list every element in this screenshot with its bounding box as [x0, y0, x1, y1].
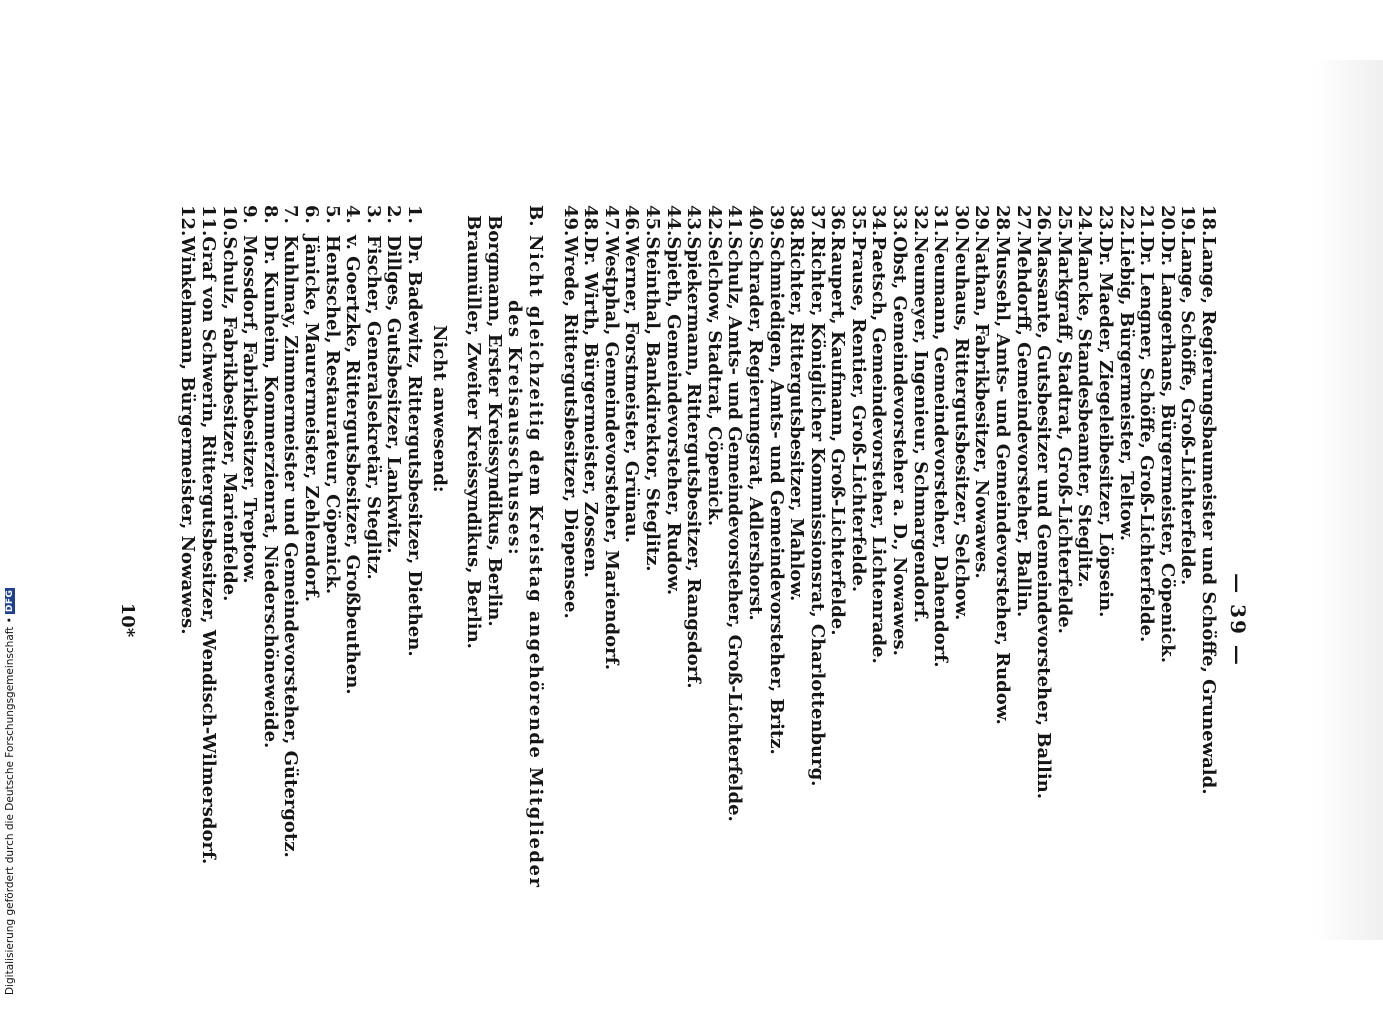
item-number: 41.	[724, 205, 746, 237]
scan-edge-shading	[1313, 60, 1383, 940]
item-text: Schulz, Amts- und Gemeindevorsteher, Groß-Lichterfelde.	[724, 236, 746, 822]
item-text: Jänicke, Maurermeister, Zehlendorf.	[301, 235, 323, 603]
absent-list	[177, 205, 424, 1035]
item-number: 10.	[218, 205, 240, 237]
member-entry	[827, 205, 848, 1035]
item-text: Dr. Lengner, Schöffe, Groß-Lichterfelde.	[1136, 236, 1158, 643]
absent-entry	[403, 205, 424, 1035]
item-number: 49.	[559, 205, 581, 237]
member-entry	[1136, 205, 1157, 1035]
absent-entry	[383, 205, 404, 1035]
item-text: Mancke, Standesbeamter, Steglitz.	[1074, 236, 1096, 588]
absent-entry	[177, 205, 198, 1035]
item-number: 37.	[806, 205, 828, 237]
item-number: 24.	[1074, 205, 1096, 237]
item-text: Lange, Regierungsbaumeister und Schöffe, Grunewald.	[1198, 236, 1219, 795]
absent-entry	[259, 205, 280, 1035]
member-entry	[1115, 205, 1136, 1035]
item-number: 6.	[301, 205, 323, 224]
member-entry	[662, 205, 683, 1035]
item-number: 12.	[177, 205, 199, 237]
member-entry	[806, 205, 827, 1035]
member-entry	[1012, 205, 1033, 1035]
item-text: Graf von Schwerin, Rittergutsbesitzer, Wendisch-Wilmersdorf.	[198, 236, 220, 865]
member-entry	[1033, 205, 1054, 1035]
member-entry	[1177, 205, 1198, 1035]
item-text: Dr. Wirth, Bürgermeister, Zossen.	[580, 236, 602, 578]
item-text: Massante, Gutsbesitzer und Gemeindevorsteher, Ballin.	[1033, 236, 1055, 800]
absent-entry	[321, 205, 342, 1035]
item-text: Neumeyer, Ingenieur, Schmargendorf.	[909, 236, 931, 623]
item-number: 47.	[600, 205, 622, 237]
item-text: Schmiedigen, Amts- und Gemeindevorsteher, Britz.	[765, 236, 787, 755]
member-entry	[1156, 205, 1177, 1035]
item-number: 25.	[1053, 205, 1075, 237]
item-text: Dr. Badewitz, Rittergutsbesitzer, Diethen.	[404, 235, 426, 657]
item-text: Dr. Maeder, Ziegeleibesitzer, Löpsein.	[1095, 236, 1117, 618]
member-entry	[889, 205, 910, 1035]
item-number: 31.	[930, 205, 952, 237]
item-number: 20.	[1156, 205, 1178, 237]
absent-entry	[198, 205, 219, 1035]
item-number: 38.	[786, 205, 808, 237]
section-b-heading	[504, 205, 545, 1035]
item-text: Mehdorff, Gemeindevorsteher, Ballin.	[1012, 236, 1034, 618]
section-title-line1: Nicht gleichzeitig dem Kreistag angehörende Mitglieder	[525, 235, 546, 889]
member-entry	[971, 205, 992, 1035]
item-number: 26.	[1033, 205, 1055, 237]
official-line-2: Braumüller, Zweiter Kreissyndikus, Berlin.	[463, 215, 485, 649]
section-title-line2: des Kreisausschusses:	[504, 300, 526, 557]
official-line-1: Borgmann, Erster Kreissyndikus, Berlin.	[483, 215, 505, 627]
item-text: Selchow, Stadtrat, Cöpenick.	[703, 236, 725, 527]
item-number: 18.	[1198, 205, 1219, 237]
item-number: 40.	[744, 205, 766, 237]
section-letter: B.	[525, 205, 546, 227]
item-text: Prause, Rentier, Groß-Lichterfelde.	[847, 236, 869, 593]
page-number: — 39 —	[1226, 573, 1250, 667]
member-entry	[950, 205, 971, 1035]
item-text: Obst, Gemeindevorsteher a. D., Nowawes.	[889, 236, 911, 656]
absent-entry	[342, 205, 363, 1035]
member-entry	[703, 205, 724, 1035]
item-number: 29.	[971, 205, 993, 237]
item-number: 39.	[765, 205, 787, 237]
item-number: 7.	[280, 205, 302, 224]
member-list	[559, 205, 1218, 1035]
absent-entry	[362, 205, 383, 1035]
member-entry	[930, 205, 951, 1035]
signature-mark: 10*	[116, 602, 138, 638]
item-text: Lange, Schöffe, Groß-Lichterfelde.	[1177, 236, 1199, 586]
item-text: Liebig, Bürgermeister, Teltow.	[1115, 236, 1137, 541]
item-text: Hentschel, Restaurateur, Cöpenick.	[321, 235, 343, 595]
item-number: 28.	[992, 205, 1014, 237]
item-number: 43.	[683, 205, 705, 237]
item-number: 3.	[362, 205, 384, 224]
item-text: Spiekermann, Rittergutsbesitzer, Rangsdorf.	[683, 236, 705, 689]
item-number: 19.	[1177, 205, 1199, 237]
item-number: 46.	[621, 205, 643, 237]
absent-entry	[280, 205, 301, 1035]
dfg-logo: DFG	[5, 589, 15, 613]
item-text: Raupert, Kaufmann, Groß-Lichterfelde.	[827, 236, 849, 636]
member-entry	[786, 205, 807, 1035]
item-number: 2.	[383, 205, 405, 224]
item-text: Schulz, Fabrikbesitzer, Marienfelde.	[218, 236, 240, 602]
item-number: 48.	[580, 205, 602, 237]
item-number: 36.	[827, 205, 849, 237]
item-number: 33.	[889, 205, 911, 237]
item-text: Schrader, Regierungsrat, Adlershorst.	[744, 236, 766, 621]
item-number: 44.	[662, 205, 684, 237]
item-text: Dillges, Gutsbesitzer, Lankwitz.	[383, 235, 405, 554]
member-entry	[1074, 205, 1095, 1035]
item-text: Paetsch, Gemeindevorsteher, Lichtenrade.	[868, 236, 890, 664]
item-text: Neuhaus, Rittergutsbesitzer, Selchow.	[950, 236, 972, 621]
item-text: Winkelmann, Bürgermeister, Nowawes.	[177, 236, 199, 635]
digitization-note-text: Digitalisierung gefördert durch die Deutsche Forschungsgemeinschaft •	[4, 617, 16, 995]
member-entry	[1197, 205, 1218, 1035]
item-number: 1.	[404, 205, 426, 224]
absent-entry	[239, 205, 260, 1035]
member-entry	[600, 205, 621, 1035]
item-text: Markgraff, Stadtrat, Groß-Lichterfelde.	[1053, 236, 1075, 634]
member-entry	[559, 205, 580, 1035]
item-text: Richter, Rittergutsbesitzer, Mahlow.	[786, 236, 808, 602]
item-number: 8.	[259, 205, 281, 224]
item-number: 21.	[1136, 205, 1158, 237]
member-entry	[724, 205, 745, 1035]
item-number: 4.	[342, 205, 364, 224]
item-text: Spieth, Gemeindevorsteher, Rudow.	[662, 236, 684, 596]
item-number: 9.	[239, 205, 261, 224]
item-text: Mussehl, Amts- und Gemeindevorsteher, Rudow.	[992, 236, 1014, 725]
item-text: Kuhlmay, Zimmermeister und Gemeindevorsteher, Gütergotz.	[280, 235, 302, 858]
rotated-document-page	[116, 205, 1250, 1035]
item-number: 42.	[703, 205, 725, 237]
member-entry	[683, 205, 704, 1035]
item-text: v. Goertzke, Rittergutsbesitzer, Großbeuthen.	[342, 235, 364, 695]
item-number: 11.	[198, 205, 220, 237]
member-entry	[1053, 205, 1074, 1035]
member-entry	[909, 205, 930, 1035]
member-entry	[868, 205, 889, 1035]
item-number: 23.	[1095, 205, 1117, 237]
item-text: Westphal, Gemeindevorsteher, Mariendorf.	[600, 236, 622, 670]
member-entry	[1094, 205, 1115, 1035]
member-entry	[744, 205, 765, 1035]
item-number: 30.	[950, 205, 972, 237]
absent-entry	[300, 205, 321, 1035]
item-text: Nathan, Fabrikbesitzer, Nowawes.	[971, 236, 993, 579]
digitization-note	[4, 588, 16, 995]
item-text: Steinthal, Bankdirektor, Steglitz.	[641, 236, 663, 572]
item-number: 22.	[1115, 205, 1137, 237]
item-number: 5.	[321, 205, 343, 224]
absent-heading: Nicht anwesend:	[428, 325, 450, 493]
item-number: 34.	[868, 205, 890, 237]
member-entry	[847, 205, 868, 1035]
item-number: 35.	[847, 205, 869, 237]
item-text: Wrede, Rittergutsbesitzer, Diepensee.	[559, 236, 581, 619]
absent-entry	[218, 205, 239, 1035]
member-entry	[991, 205, 1012, 1035]
item-text: Dr. Langerhans, Bürgermeister, Cöpenick.	[1156, 236, 1178, 663]
item-number: 45.	[641, 205, 663, 237]
member-entry	[580, 205, 601, 1035]
item-number: 32.	[909, 205, 931, 237]
item-text: Richter, Königlicher Kommissionsrat, Charlottenburg.	[806, 236, 828, 787]
item-text: Dr. Kunheim, Kommerzienrat, Niederschöneweide.	[259, 235, 281, 749]
item-number: 27.	[1012, 205, 1034, 237]
item-text: Mossdorf, Fabrikbesitzer, Treptow.	[239, 235, 261, 584]
item-text: Fischer, Generalsekretär, Steglitz.	[362, 235, 384, 580]
item-text: Neumann, Gemeindevorsteher, Dahendorf.	[930, 236, 952, 668]
member-entry	[621, 205, 642, 1035]
item-text: Werner, Forstmeister, Grünau.	[621, 236, 643, 543]
member-entry	[641, 205, 662, 1035]
member-entry	[765, 205, 786, 1035]
